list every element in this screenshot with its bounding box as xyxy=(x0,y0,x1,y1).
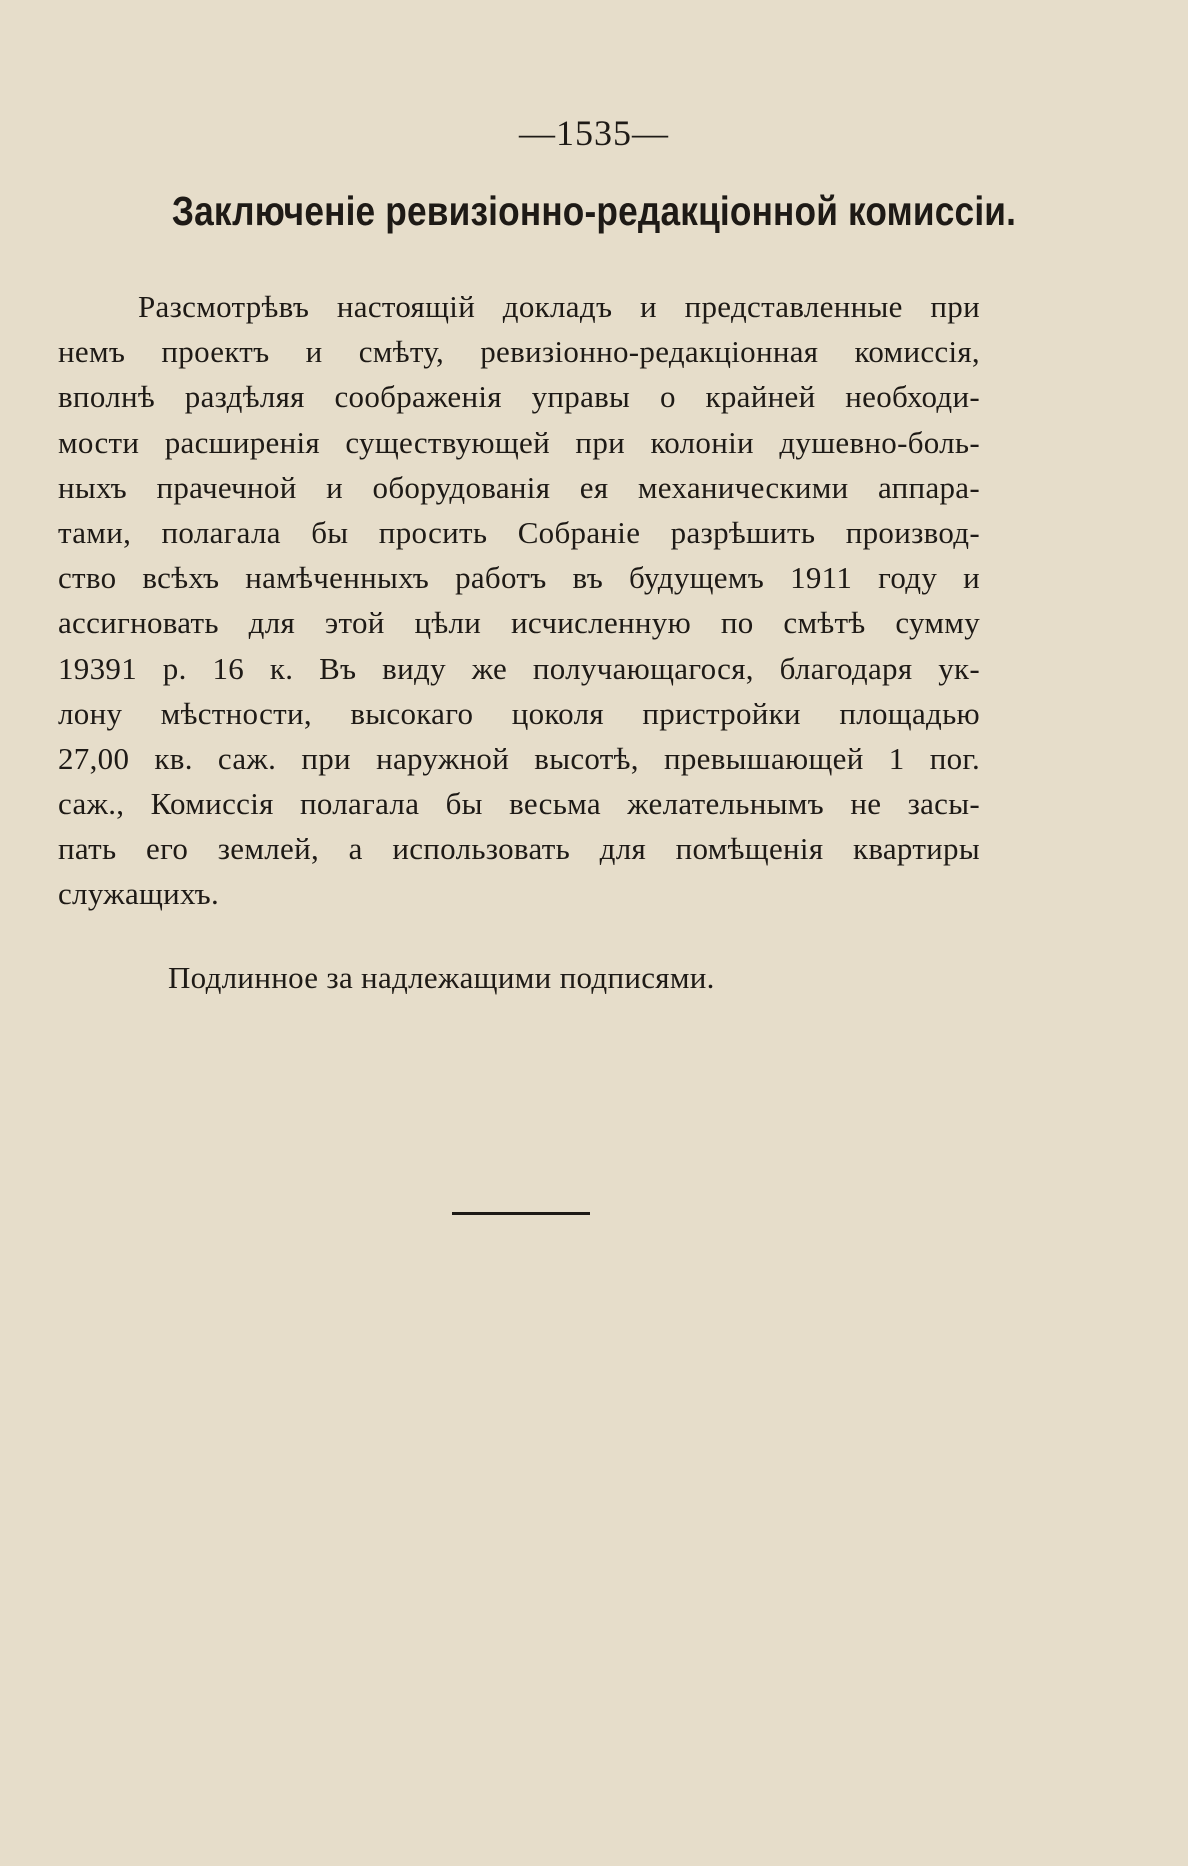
text-line: немъ проектъ и смѣту, ревизіонно-редакціонная комиссія, xyxy=(58,334,980,370)
text-line: мости расширенія существующей при колоніи душевно-боль- xyxy=(58,424,980,460)
text-line: тами, полагала бы просить Собраніе разрѣшить производ- xyxy=(58,514,980,550)
body-paragraph xyxy=(58,284,980,917)
text-line: Разсмотрѣвъ настоящій докладъ и представленные при xyxy=(138,289,980,324)
text-line: саж., Комиссія полагала бы весьма желательнымъ не засы- xyxy=(58,786,980,822)
text-line: пать его землей, а использовать для помѣщенія квартиры xyxy=(58,831,980,867)
section-heading: Заключеніе ревизіонно-редакціонной комиссіи. xyxy=(171,188,1017,234)
signature-note: Подлинное за надлежащими подписями. xyxy=(168,960,715,995)
text-line: 27,00 кв. саж. при наружной высотѣ, превышающей 1 пог. xyxy=(58,740,980,776)
text-line: ныхъ прачечной и оборудованія ея механическими аппара- xyxy=(58,469,980,505)
text-line: 19391 р. 16 к. Въ виду же получающагося, благодаря ук- xyxy=(58,650,980,686)
text-line: служащихъ. xyxy=(58,876,220,912)
text-line: лону мѣстности, высокаго цоколя пристройки площадью xyxy=(58,695,980,731)
page-number: —1535— xyxy=(519,113,669,153)
text-line: ство всѣхъ намѣченныхъ работъ въ будущемъ 1911 году и xyxy=(58,560,980,596)
end-rule-divider xyxy=(452,1212,590,1215)
text-line: вполнѣ раздѣляя соображенія управы о крайней необходи- xyxy=(58,379,980,415)
text-line: ассигновать для этой цѣли исчисленную по смѣтѣ сумму xyxy=(58,605,980,641)
